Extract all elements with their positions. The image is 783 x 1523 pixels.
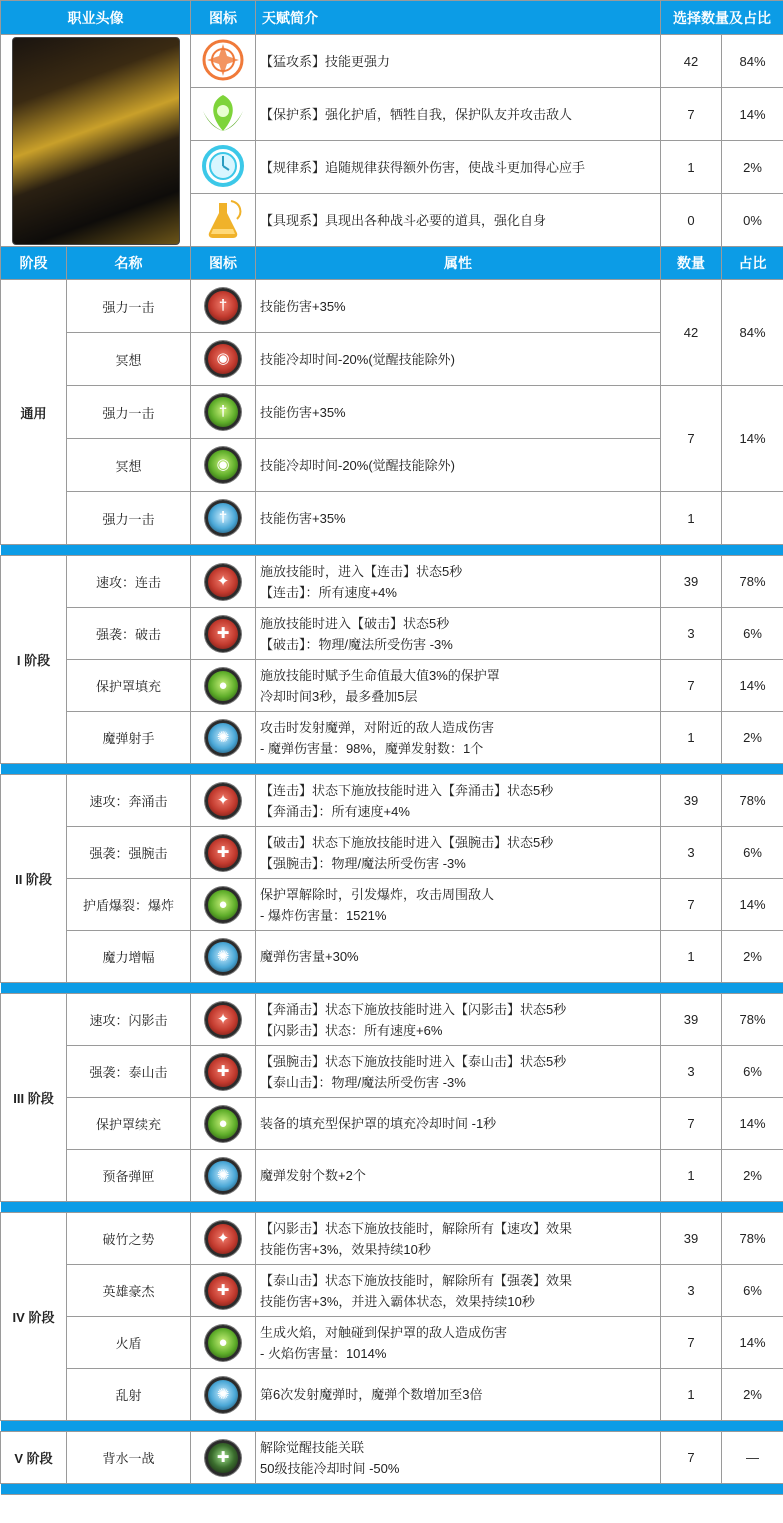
stage-row xyxy=(1,1265,783,1317)
skill-attr-line2: 【泰山击】：物理/魔法所受伤害 -3% xyxy=(260,1074,466,1090)
bullet-icon-glyph: ✺ xyxy=(216,1385,230,1403)
sword-icon xyxy=(205,500,241,536)
skill-icon-cell xyxy=(191,1432,256,1484)
skill-count: 7 xyxy=(661,879,722,931)
skill-icon-cell xyxy=(191,1265,256,1317)
skill-attr xyxy=(256,931,661,983)
skill-attr-line1: 第6次发射魔弹时，魔弹个数增加至3倍 xyxy=(260,1387,483,1402)
skill-name: 强袭：破击 xyxy=(67,608,191,660)
skill-attr-line2: - 魔弹伤害量：98%，魔弹发射数：1个 xyxy=(260,740,484,756)
group-pct xyxy=(722,492,783,545)
section-separator xyxy=(1,1202,783,1213)
name-col-header: 名称 xyxy=(67,247,191,280)
category-pct: 0% xyxy=(722,194,783,247)
bullet-icon-glyph: ✺ xyxy=(216,947,230,965)
leaf-shield-icon xyxy=(197,89,249,137)
shield-charge-icon-glyph: ● xyxy=(218,676,228,694)
category-desc: 【保护系】强化护盾，牺牲自我，保护队友并攻击敌人 xyxy=(256,88,661,141)
stage-label: I 阶段 xyxy=(1,556,67,764)
skill-count: 7 xyxy=(661,1432,722,1484)
strike-icon xyxy=(205,1273,241,1309)
stage-row xyxy=(1,1369,783,1421)
skill-pct: 2% xyxy=(722,712,783,764)
skill-icon-cell xyxy=(191,1098,256,1150)
stage-row xyxy=(1,775,783,827)
skill-name: 魔力增幅 xyxy=(67,931,191,983)
dash-icon-glyph: ✦ xyxy=(216,1229,230,1247)
strike-icon-glyph: ✚ xyxy=(216,624,230,642)
avatar-cell xyxy=(1,35,191,247)
section-separator xyxy=(1,983,783,994)
strike-icon xyxy=(205,835,241,871)
pct-col-header: 占比 xyxy=(722,247,783,280)
skill-name: 冥想 xyxy=(67,333,191,386)
stage-label: II 阶段 xyxy=(1,775,67,983)
skill-name: 强力一击 xyxy=(67,386,191,439)
skill-pct: 14% xyxy=(722,660,783,712)
attr-col-header: 属性 xyxy=(256,247,661,280)
bullet-icon-glyph: ✺ xyxy=(216,728,230,746)
skill-attr xyxy=(256,1317,661,1369)
separator-bar xyxy=(1,545,783,556)
category-icon-cell xyxy=(191,141,256,194)
shield-charge-icon xyxy=(205,887,241,923)
skill-attr xyxy=(256,660,661,712)
skill-pct: 14% xyxy=(722,1317,783,1369)
skill-attr-line2: 技能伤害+3%，并进入霸体状态，效果持续10秒 xyxy=(260,1293,535,1309)
dash-icon xyxy=(205,1221,241,1257)
skill-attr xyxy=(256,1098,661,1150)
skill-icon-cell xyxy=(191,879,256,931)
skill-pct: 14% xyxy=(722,1098,783,1150)
skill-icon-cell xyxy=(191,608,256,660)
category-desc: 【猛攻系】技能更强力 xyxy=(256,35,661,88)
skill-icon-cell xyxy=(191,931,256,983)
stage-row xyxy=(1,1098,783,1150)
category-row xyxy=(1,35,783,88)
skill-count: 39 xyxy=(661,1213,722,1265)
skill-icon-cell xyxy=(191,439,256,492)
category-count: 1 xyxy=(661,141,722,194)
strike-icon xyxy=(205,1054,241,1090)
stage-row xyxy=(1,556,783,608)
stage-label: V 阶段 xyxy=(1,1432,67,1484)
dash-icon-glyph: ✦ xyxy=(216,791,230,809)
skill-attr xyxy=(256,556,661,608)
skill-name: 火盾 xyxy=(67,1317,191,1369)
fire-sigil-icon xyxy=(197,36,249,84)
skill-count: 3 xyxy=(661,827,722,879)
category-count: 42 xyxy=(661,35,722,88)
talent-col-header: 天赋简介 xyxy=(256,1,661,35)
separator-bar xyxy=(1,764,783,775)
skill-icon-cell xyxy=(191,280,256,333)
skill-pct: 14% xyxy=(722,879,783,931)
skill-count: 1 xyxy=(661,931,722,983)
icon-col-header: 图标 xyxy=(191,247,256,280)
skill-attr: 技能伤害+35% xyxy=(256,492,661,545)
shield-charge-icon-glyph: ● xyxy=(218,1114,228,1132)
dash-icon-glyph: ✦ xyxy=(216,572,230,590)
stage-row xyxy=(1,1213,783,1265)
bullet-icon-glyph: ✺ xyxy=(216,1166,230,1184)
skill-pct: 6% xyxy=(722,1265,783,1317)
dash-icon xyxy=(205,564,241,600)
skill-icon-cell xyxy=(191,994,256,1046)
general-row xyxy=(1,280,783,333)
skill-icon-cell xyxy=(191,556,256,608)
section-separator xyxy=(1,545,783,556)
shield-charge-icon xyxy=(205,1325,241,1361)
skill-name: 保护罩填充 xyxy=(67,660,191,712)
skill-pct: 2% xyxy=(722,931,783,983)
separator-bar xyxy=(1,1421,783,1432)
skill-attr xyxy=(256,775,661,827)
flask-icon xyxy=(197,195,249,243)
skill-name: 乱射 xyxy=(67,1369,191,1421)
skill-attr xyxy=(256,1432,661,1484)
skill-attr xyxy=(256,712,661,764)
count-col-header: 选择数量及占比 xyxy=(661,1,783,35)
skill-attr-line1: 【奔涌击】状态下施放技能时进入【闪影击】状态5秒 xyxy=(260,1001,567,1017)
skill-pct: — xyxy=(722,1432,783,1484)
skill-icon-cell xyxy=(191,386,256,439)
last-stand-icon-glyph: ✚ xyxy=(216,1448,230,1466)
sword-icon xyxy=(205,288,241,324)
icon-col-header: 图标 xyxy=(191,1,256,35)
bullet-icon xyxy=(205,1377,241,1413)
stage-row xyxy=(1,1432,783,1484)
skill-count: 3 xyxy=(661,1046,722,1098)
stage-col-header: 阶段 xyxy=(1,247,67,280)
skill-attr-line2: 【奔涌击】：所有速度+4% xyxy=(260,803,410,819)
shield-charge-icon xyxy=(205,668,241,704)
skill-attr-line1: 施放技能时赋予生命值最大值3%的保护罩 xyxy=(260,667,500,683)
skill-attr: 技能伤害+35% xyxy=(256,386,661,439)
skill-attr-line2: 50级技能冷却时间 -50% xyxy=(260,1460,400,1476)
skill-attr xyxy=(256,1150,661,1202)
skill-pct: 78% xyxy=(722,994,783,1046)
skill-name: 护盾爆裂：爆炸 xyxy=(67,879,191,931)
strike-icon-glyph: ✚ xyxy=(216,1062,230,1080)
skill-name: 强袭：泰山击 xyxy=(67,1046,191,1098)
skill-icon-cell xyxy=(191,492,256,545)
general-row xyxy=(1,492,783,545)
skill-attr-line1: 施放技能时进入【破击】状态5秒 xyxy=(260,615,450,631)
skill-pct: 6% xyxy=(722,608,783,660)
stage-row xyxy=(1,994,783,1046)
header-row xyxy=(1,1,783,35)
skill-name: 强力一击 xyxy=(67,280,191,333)
skill-icon-cell xyxy=(191,775,256,827)
skill-icon-cell xyxy=(191,827,256,879)
strike-icon-glyph: ✚ xyxy=(216,1281,230,1299)
sword-icon-glyph: † xyxy=(218,403,228,420)
stage-row xyxy=(1,712,783,764)
skill-name: 保护罩续充 xyxy=(67,1098,191,1150)
skill-attr-line1: 解除觉醒技能关联 xyxy=(260,1439,365,1455)
skill-icon-cell xyxy=(191,1213,256,1265)
category-desc: 【具现系】具现出各种战斗必要的道具，强化自身 xyxy=(256,194,661,247)
sword-icon-glyph: † xyxy=(218,297,228,314)
skill-icon-cell xyxy=(191,1369,256,1421)
skill-count: 39 xyxy=(661,994,722,1046)
skill-name: 速攻：闪影击 xyxy=(67,994,191,1046)
skill-count: 39 xyxy=(661,775,722,827)
skill-attr-line1: 【连击】状态下施放技能时进入【奔涌击】状态5秒 xyxy=(260,782,554,798)
skill-count: 3 xyxy=(661,1265,722,1317)
shield-charge-icon xyxy=(205,1106,241,1142)
skill-count: 3 xyxy=(661,608,722,660)
general-row xyxy=(1,386,783,439)
skill-attr-line1: 攻击时发射魔弹，对附近的敌人造成伤害 xyxy=(260,719,495,735)
strike-icon xyxy=(205,616,241,652)
skill-icon-cell xyxy=(191,1317,256,1369)
stage-row xyxy=(1,879,783,931)
category-count: 0 xyxy=(661,194,722,247)
stage-row xyxy=(1,1317,783,1369)
bullet-icon xyxy=(205,1158,241,1194)
category-icon-cell xyxy=(191,35,256,88)
skill-attr-line1: 生成火焰，对触碰到保护罩的敌人造成伤害 xyxy=(260,1324,508,1340)
skill-icon-cell xyxy=(191,1046,256,1098)
skill-attr xyxy=(256,1046,661,1098)
skill-pct: 78% xyxy=(722,556,783,608)
skill-name: 强袭：强腕击 xyxy=(67,827,191,879)
class-portrait xyxy=(12,37,180,245)
skill-attr-line1: 【闪影击】状态下施放技能时，解除所有【速攻】效果 xyxy=(260,1220,573,1236)
meditate-icon-glyph: ◉ xyxy=(216,350,230,367)
skill-name: 冥想 xyxy=(67,439,191,492)
skill-attr-line2: 【连击】：所有速度+4% xyxy=(260,584,397,600)
stage-row xyxy=(1,931,783,983)
meditate-icon xyxy=(205,447,241,483)
skill-attr-line1: 【强腕击】状态下施放技能时进入【泰山击】状态5秒 xyxy=(260,1053,567,1069)
shield-charge-icon-glyph: ● xyxy=(218,1333,228,1351)
strike-icon-glyph: ✚ xyxy=(216,843,230,861)
stage-row xyxy=(1,1150,783,1202)
skill-name: 破竹之势 xyxy=(67,1213,191,1265)
meditate-icon xyxy=(205,341,241,377)
skill-pct: 6% xyxy=(722,1046,783,1098)
skill-attr-line2: 【破击】：物理/魔法所受伤害 -3% xyxy=(260,636,453,652)
skill-attr-line1: 【破击】状态下施放技能时进入【强腕击】状态5秒 xyxy=(260,834,554,850)
skill-pct: 2% xyxy=(722,1369,783,1421)
clock-icon xyxy=(197,142,249,190)
group-count: 42 xyxy=(661,280,722,386)
meditate-icon-glyph: ◉ xyxy=(216,456,230,473)
dash-icon-glyph: ✦ xyxy=(216,1010,230,1028)
skill-count: 7 xyxy=(661,1098,722,1150)
skill-attr-line1: 魔弹伤害量+30% xyxy=(260,949,359,964)
group-count: 7 xyxy=(661,386,722,492)
stage-label: 通用 xyxy=(1,280,67,545)
skill-attr xyxy=(256,879,661,931)
stage-row xyxy=(1,608,783,660)
group-pct: 84% xyxy=(722,280,783,386)
bullet-icon xyxy=(205,939,241,975)
skill-name: 背水一战 xyxy=(67,1432,191,1484)
skill-count: 7 xyxy=(661,660,722,712)
skill-attr-line2: - 爆炸伤害量：1521% xyxy=(260,907,387,923)
skill-icon-cell xyxy=(191,333,256,386)
skill-attr-line2: - 火焰伤害量：1014% xyxy=(260,1345,387,1361)
section-separator xyxy=(1,1484,783,1495)
skill-attr: 技能伤害+35% xyxy=(256,280,661,333)
skill-attr xyxy=(256,994,661,1046)
skill-name: 预备弹匣 xyxy=(67,1150,191,1202)
skill-name: 魔弹射手 xyxy=(67,712,191,764)
skill-attr xyxy=(256,827,661,879)
skill-name: 强力一击 xyxy=(67,492,191,545)
skill-attr-line1: 装备的填充型保护罩的填充冷却时间 -1秒 xyxy=(260,1116,497,1131)
skill-attr-line2: 冷却时间3秒，最多叠加5层 xyxy=(260,688,418,704)
avatar-col-header: 职业头像 xyxy=(1,1,191,35)
skill-attr-line1: 魔弹发射个数+2个 xyxy=(260,1168,366,1183)
category-icon-cell xyxy=(191,88,256,141)
separator-bar xyxy=(1,1484,783,1495)
skill-name: 英雄豪杰 xyxy=(67,1265,191,1317)
skill-attr-line2: 技能伤害+3%，效果持续10秒 xyxy=(260,1241,431,1257)
skill-icon-cell xyxy=(191,1150,256,1202)
separator-bar xyxy=(1,983,783,994)
skill-attr xyxy=(256,1369,661,1421)
sword-icon xyxy=(205,394,241,430)
skill-attr xyxy=(256,1265,661,1317)
category-pct: 84% xyxy=(722,35,783,88)
stage-row xyxy=(1,1046,783,1098)
skill-count: 1 xyxy=(661,1150,722,1202)
category-icon-cell xyxy=(191,194,256,247)
skill-count: 39 xyxy=(661,556,722,608)
skill-attr-line1: 【泰山击】状态下施放技能时，解除所有【强袭】效果 xyxy=(260,1272,573,1288)
category-desc: 【规律系】追随规律获得额外伤害，使战斗更加得心应手 xyxy=(256,141,661,194)
category-pct: 14% xyxy=(722,88,783,141)
category-count: 7 xyxy=(661,88,722,141)
skill-attr xyxy=(256,608,661,660)
category-pct: 2% xyxy=(722,141,783,194)
skill-pct: 78% xyxy=(722,775,783,827)
skill-attr: 技能冷却时间-20%(觉醒技能除外) xyxy=(256,333,661,386)
last-stand-icon xyxy=(205,1440,241,1476)
dash-icon xyxy=(205,1002,241,1038)
shield-charge-icon-glyph: ● xyxy=(218,895,228,913)
skill-pct: 6% xyxy=(722,827,783,879)
skill-attr-line2: 【强腕击】：物理/魔法所受伤害 -3% xyxy=(260,855,466,871)
skill-pct: 78% xyxy=(722,1213,783,1265)
count-col-header: 数量 xyxy=(661,247,722,280)
skill-count: 1 xyxy=(661,1369,722,1421)
stage-label: IV 阶段 xyxy=(1,1213,67,1421)
skill-attr-line2: 【闪影击】状态：所有速度+6% xyxy=(260,1022,443,1038)
group-count: 1 xyxy=(661,492,722,545)
stage-row xyxy=(1,827,783,879)
skill-icon-cell xyxy=(191,712,256,764)
separator-bar xyxy=(1,1202,783,1213)
skill-count: 7 xyxy=(661,1317,722,1369)
skill-attr-line1: 保护罩解除时，引发爆炸，攻击周围敌人 xyxy=(260,886,495,902)
skill-attr: 技能冷却时间-20%(觉醒技能除外) xyxy=(256,439,661,492)
stage-label: III 阶段 xyxy=(1,994,67,1202)
skill-icon-cell xyxy=(191,660,256,712)
skill-pct: 2% xyxy=(722,1150,783,1202)
skill-attr xyxy=(256,1213,661,1265)
group-pct: 14% xyxy=(722,386,783,492)
skill-name: 速攻：奔涌击 xyxy=(67,775,191,827)
skill-attr-line1: 施放技能时，进入【连击】状态5秒 xyxy=(260,563,463,579)
section-separator xyxy=(1,1421,783,1432)
bullet-icon xyxy=(205,720,241,756)
skill-count: 1 xyxy=(661,712,722,764)
dash-icon xyxy=(205,783,241,819)
stage-row xyxy=(1,660,783,712)
subheader-row xyxy=(1,247,783,280)
sword-icon-glyph: † xyxy=(218,509,228,526)
section-separator xyxy=(1,764,783,775)
skill-name: 速攻：连击 xyxy=(67,556,191,608)
